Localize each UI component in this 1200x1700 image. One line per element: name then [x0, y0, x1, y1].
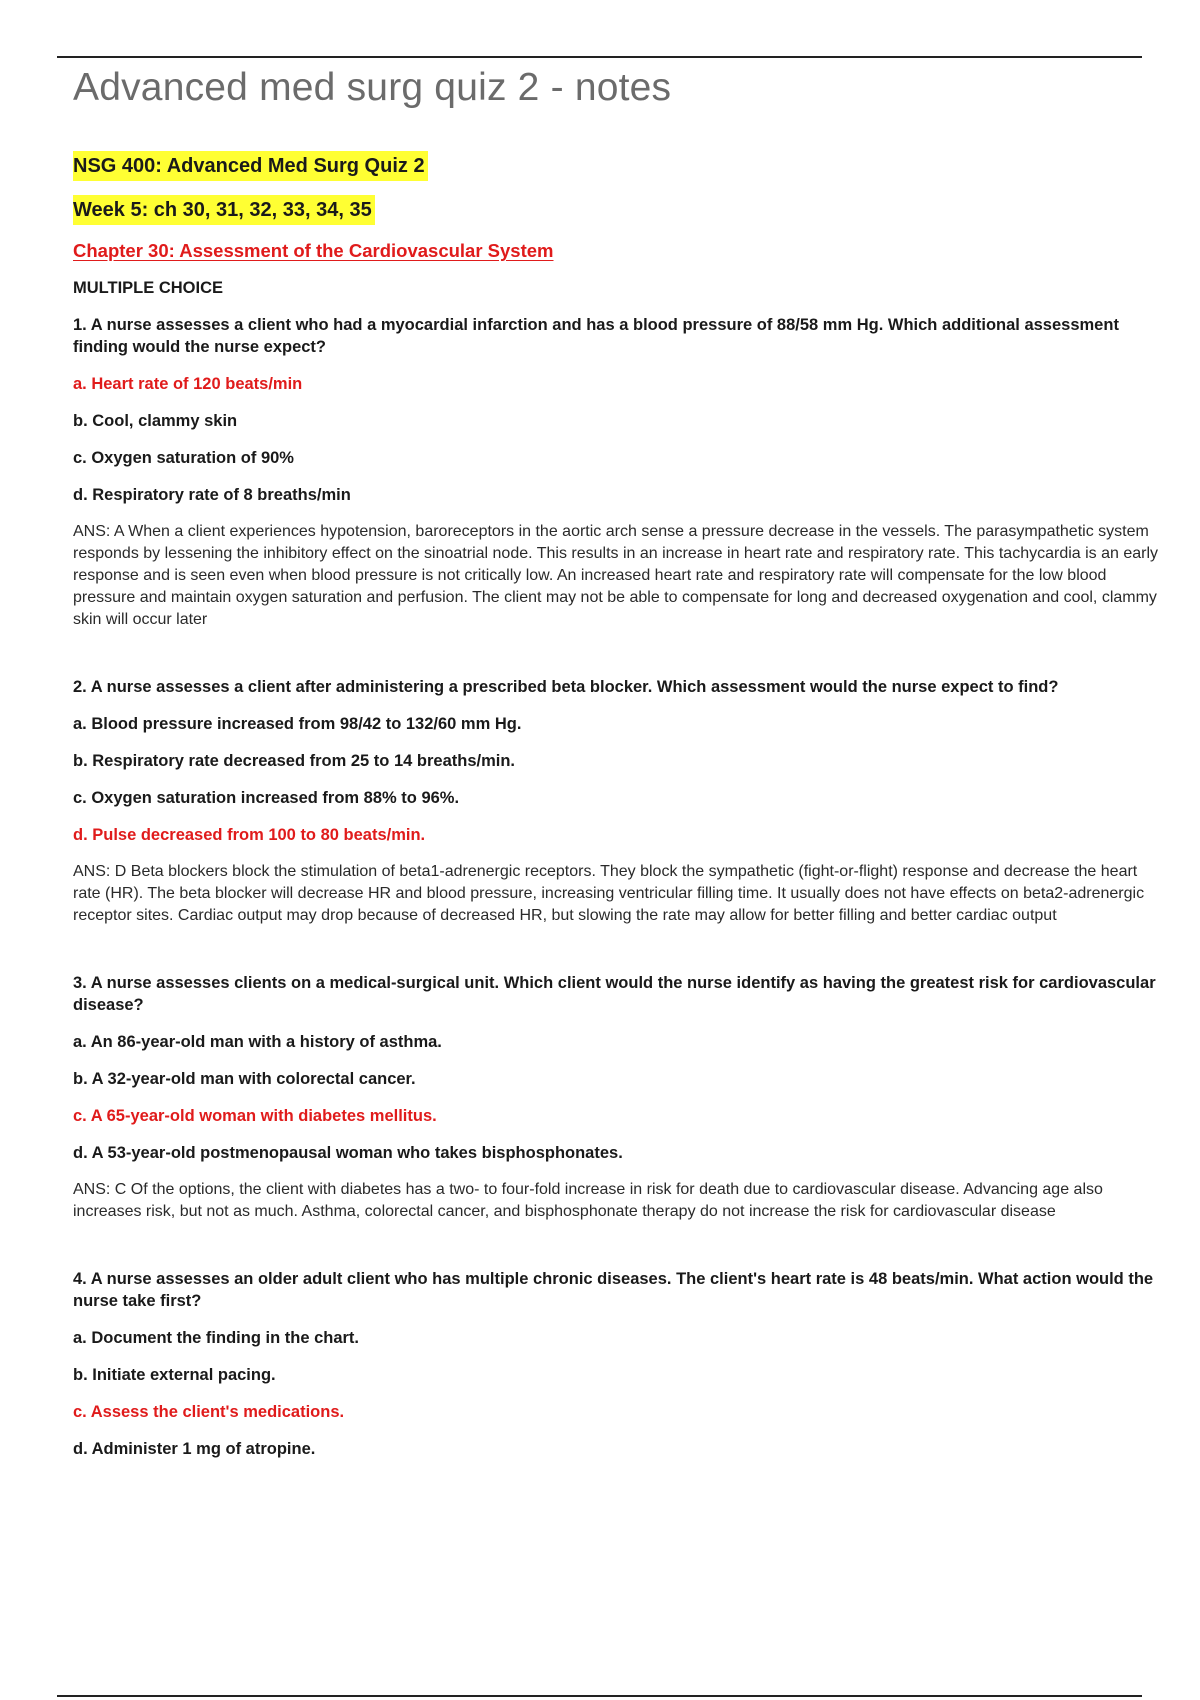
answer-option: a. An 86-year-old man with a history of asthma. [73, 1033, 442, 1051]
answer-option: a. Blood pressure increased from 98/42 to 132/60 mm Hg. [73, 715, 522, 733]
section-label: MULTIPLE CHOICE [73, 279, 224, 297]
answer-option: c. Assess the client's medications. [73, 1403, 345, 1421]
chapter-heading: Chapter 30: Assessment of the Cardiovascular System [73, 240, 554, 261]
top-rule [57, 56, 1142, 58]
course-heading: NSG 400: Advanced Med Surg Quiz 2 [73, 151, 428, 181]
answer-option: b. A 32-year-old man with colorectal cancer. [73, 1070, 416, 1088]
question-block [73, 676, 1163, 927]
answer-option: d. Administer 1 mg of atropine. [73, 1440, 316, 1458]
question-block [73, 972, 1163, 1223]
question-block [73, 1268, 1163, 1460]
question-block [73, 314, 1163, 631]
answer-option: d. A 53-year-old postmenopausal woman who takes bisphosphonates. [73, 1144, 623, 1162]
answer-option: c. A 65-year-old woman with diabetes mellitus. [73, 1107, 437, 1125]
answer-rationale: ANS: C Of the options, the client with diabetes has a two- to four-fold increase in risk for death due to cardiovascular disease. Advancing age also increases risk, but not as much. Asthma, colorectal cancer, and bisphosphonate therapy do not increase the risk for cardiovascular disease [73, 1181, 1103, 1220]
question-stem: 1. A nurse assesses a client who had a myocardial infarction and has a blood pressure of 88/58 mm Hg. Which additional assessment finding would the nurse expect? [73, 316, 1119, 356]
answer-rationale: ANS: D Beta blockers block the stimulation of beta1-adrenergic receptors. They block the sympathetic (fight-or-flight) response and decrease the heart rate (HR). The beta blocker will decrease HR and blood pressure, increasing ventricular filling time. It usually does not have effects on beta2-adrenergic receptor sites. Cardiac output may drop because of decreased HR, but slowing the rate may allow for better filling and better cardiac output [73, 863, 1145, 924]
bottom-rule [57, 1695, 1142, 1697]
question-stem: 2. A nurse assesses a client after administering a prescribed beta blocker. Which assessment would the nurse expect to find? [73, 678, 1059, 696]
answer-option: a. Heart rate of 120 beats/min [73, 375, 303, 393]
answer-rationale: ANS: A When a client experiences hypotension, baroreceptors in the aortic arch sense a pressure decrease in the vessels. The parasympathetic system responds by lessening the inhibitory effect on the sinoatrial node. This results in an increase in heart rate and respiratory rate. This tachycardia is an early response and is seen even when blood pressure is not critically low. An increased heart rate and respiratory rate will compensate for the low blood pressure and maintain oxygen saturation and perfusion. The client may not be able to compensate for long and decreased oxygenation and cool, clammy skin will occur later [73, 523, 1159, 628]
question-stem: 4. A nurse assesses an older adult client who has multiple chronic diseases. The client's heart rate is 48 beats/min. What action would the nurse take first? [73, 1270, 1154, 1310]
document-title: Advanced med surg quiz 2 - notes [73, 66, 672, 109]
answer-option: c. Oxygen saturation of 90% [73, 449, 294, 467]
answer-option: b. Respiratory rate decreased from 25 to 14 breaths/min. [73, 752, 515, 770]
week-heading: Week 5: ch 30, 31, 32, 33, 34, 35 [73, 195, 375, 225]
answer-option: b. Initiate external pacing. [73, 1366, 276, 1384]
answer-option: d. Respiratory rate of 8 breaths/min [73, 486, 351, 504]
answer-option: c. Oxygen saturation increased from 88% to 96%. [73, 789, 460, 807]
answer-option: d. Pulse decreased from 100 to 80 beats/min. [73, 826, 426, 844]
answer-option: b. Cool, clammy skin [73, 412, 238, 430]
question-stem: 3. A nurse assesses clients on a medical-surgical unit. Which client would the nurse identify as having the greatest risk for cardiovascular disease? [73, 974, 1156, 1014]
answer-option: a. Document the finding in the chart. [73, 1329, 360, 1347]
document-page [73, 62, 1163, 1460]
